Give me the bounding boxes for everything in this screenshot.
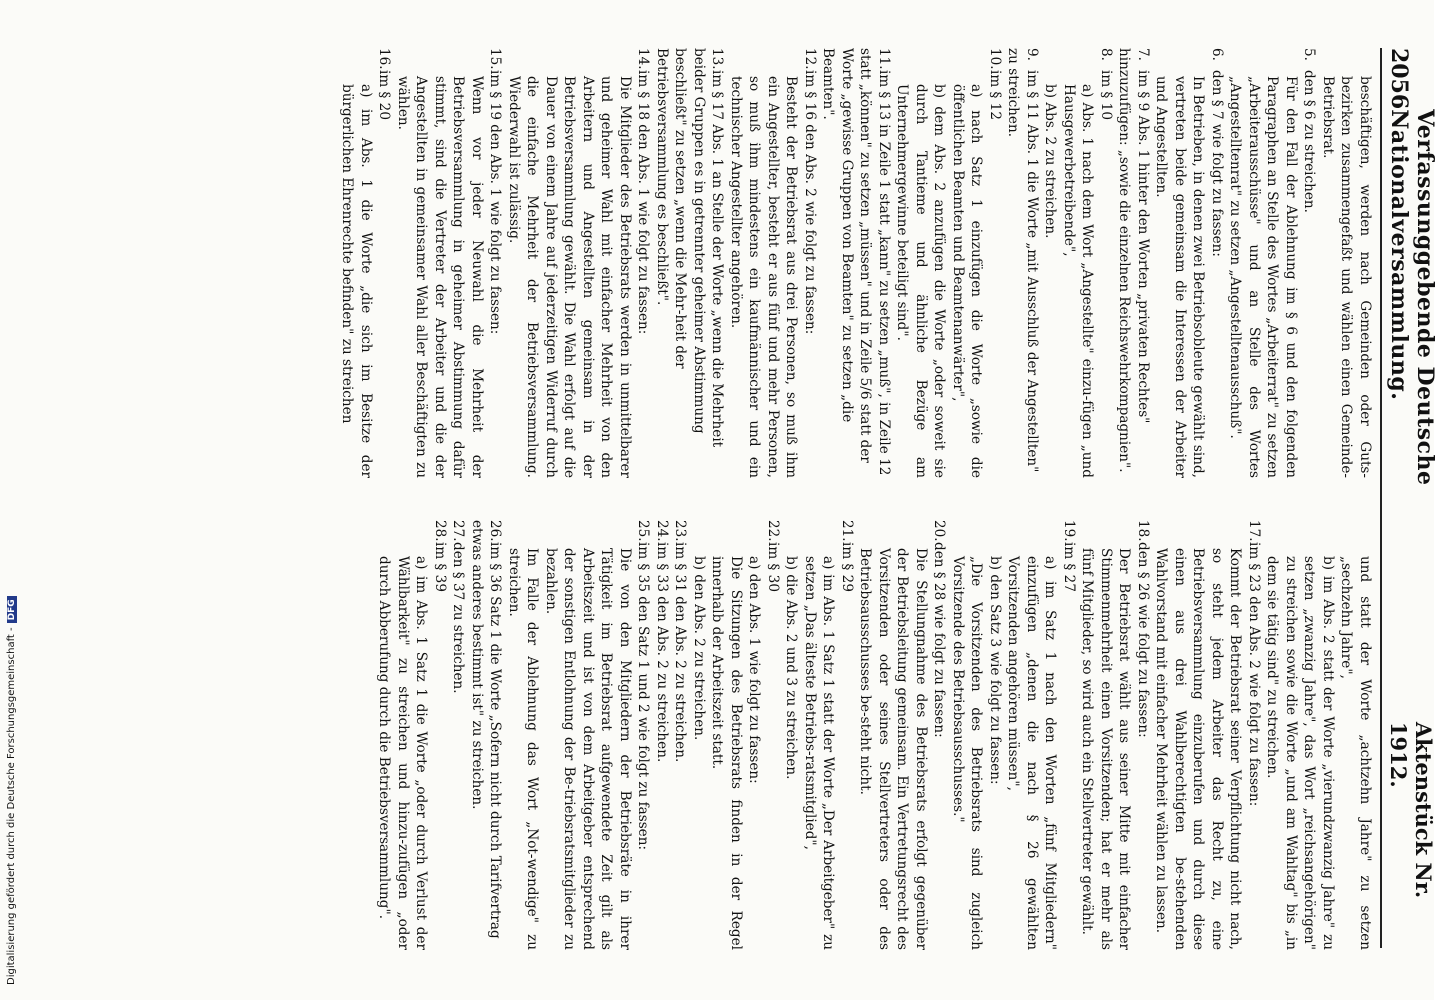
left-column xyxy=(338,48,1374,478)
paragraph: Der Betriebsrat wählt aus seiner Mitte mit einfacher Stimmenmehrheit einen Vorsitzenden; hat er mehr als fünf Mitglieder, so wird auch ein Stellvertreter gewählt. xyxy=(1079,548,1133,950)
sub-item: b) dem Abs. 2 anzufügen die Worte „oder soweit sie durch Tantieme und ähnliche Bezüge am Unternehmergewinne beteiligt sind". xyxy=(894,84,948,478)
paragraph: beschäftigen, werden nach Gemeinden oder Guts-bezirken zusammengefaßt und wählen einen Gemeinde-Betriebsrat. xyxy=(1320,76,1373,478)
list-item: 23.im § 31 den Abs. 2 zu streichen. xyxy=(672,520,689,763)
list-item: 6.den § 7 wie folgt zu fassen: xyxy=(1209,48,1225,258)
page-header xyxy=(1380,48,1438,948)
list-item: 28.im § 39 xyxy=(432,520,448,592)
list-item: 24.im § 33 den Abs. 2 zu streichen. xyxy=(654,520,670,763)
paragraph: „Die Vorsitzenden des Betriebsrats sind zugleich Vorsitzende des Betriebsausschusses." xyxy=(950,556,985,950)
paragraph: Kommt der Betriebsrat seiner Verpflichtung nicht nach, so steht jedem Arbeiter das Recht zu, eine Betriebsversammlung einzuberufen und durch diese einen aus drei Wahlberechtigten be-stehenden Wahlvorstand mit einfacher Mehrheit wählen zu lassen. xyxy=(1153,548,1244,950)
list-item: 17.im § 23 den Abs. 2 wie folgt zu fassen: xyxy=(1246,520,1262,807)
list-item: 27.den § 37 zu streichen. xyxy=(450,520,467,694)
footer-text: Digitalisierung gefördert durch die Deutsche Forschungsgemeinschaft - xyxy=(6,627,17,985)
footer-credit xyxy=(6,576,20,996)
paragraph: In Betrieben, in denen zwei Betriebsobleute gewählt sind, vertreten beide gemeinsam die Interessen der Arbeiter und Angestellten. xyxy=(1153,76,1207,478)
list-item: 21.im § 29 xyxy=(839,520,855,592)
list-item: 13.im § 17 Abs. 1 an Stelle der Worte „wenn die Mehrheit beider Gruppen es in getrennter geheimer Abstimmung beschließt" zu setzen „wenn die Mehr-heit der Betriebsversammlung es beschließt". xyxy=(654,48,726,448)
sub-item: a) im Satz 1 nach den Worten „fünf Mitgliedern" einzufügen „denen die nach § 26 gewählten Vorsitzenden angehören müssen", xyxy=(1005,556,1059,950)
paragraph: Die Sitzungen des Betriebsrats finden in der Regel innerhalb der Arbeitszeit statt. xyxy=(709,556,744,950)
list-item: 7.im § 9 Abs. 1 hinter den Worten „privaten Rechtes" hinzuzufügen: „sowie die einzelnen Reichswehrkompagnien". xyxy=(1116,48,1151,473)
paragraph: Die Stellungnahme des Betriebsrats erfolgt gegenüber der Betriebsleitung gemeinsam. Ein Vertretungsrecht des Vorsitzenden oder seines Stellvertreters oder des Betriebsausschusses be-steht nicht. xyxy=(857,548,929,950)
paragraph: Die Mitglieder des Betriebsrats werden in unmittelbarer und geheimer Wahl mit einfacher Mehrheit von den Arbeitern und Angestellten gemeinsam in der Betriebsversammlung gewählt. Die Wahl erfolgt auf die Dauer von einem Jahre auf jederzeitigen Widerruf durch die einfache Mehrheit der Betriebsversammlung. Wiederwahl ist zulässig. xyxy=(506,76,633,478)
list-item: 18.den § 26 wie folgt zu fassen: xyxy=(1135,520,1151,738)
sub-item: a) nach Satz 1 einzufügen die Worte „sowie die öffentlichen Beamten und Beamtenanwärter", xyxy=(950,84,985,478)
paragraph: und statt der Worte „achtzehn Jahre" zu setzen „sechzehn Jahre", xyxy=(1338,556,1373,950)
sub-item: a) im Abs. 1 die Worte „die sich im Besitze der bürgerlichen Ehrenrechte befinden" zu streichen xyxy=(339,84,374,478)
list-item: 22.im § 30 xyxy=(765,520,781,592)
sub-item: b) den Abs. 2 zu streichen. xyxy=(691,556,707,741)
paragraph: Wenn vor jeder Neuwahl die Mehrheit der Betriebsversammlung in geheimer Abstimmung dafür stimmt, sind die Vertreter der Arbeiter und die der Angestellten in gemeinsamer Wahl aller Beschäftigten zu wählen. xyxy=(395,76,485,478)
list-item: 14.im § 18 den Abs. 1 wie folgt zu fassen: xyxy=(635,48,652,335)
list-item: 8.im § 10 xyxy=(1098,48,1114,120)
paragraph: Besteht der Betriebsrat aus drei Personen, so muß ihm ein Angestellter, besteht er aus fünf und mehr Personen, so muß ihm mindestens ein kaufmännischer und ein technischer Angestellter angehören. xyxy=(728,76,800,478)
sub-item: b) Abs. 2 zu streichen. xyxy=(1042,84,1059,239)
right-column xyxy=(375,520,1374,950)
paragraph: Die von den Mitgliedern der Betriebsräte in ihrer Tätigkeit im Betriebsrat aufgewendete Zeit gilt als Arbeitszeit und ist von dem Arbeitgeber entsprechend der sonstigen Entlohnung der Be-triebsratsmitglieder zu bezahlen. xyxy=(543,548,633,950)
list-item: 20.den § 28 wie folgt zu fassen: xyxy=(931,520,948,738)
list-item: 11.im § 13 in Zeile 1 statt „kann" zu setzen „muß", in Zeile 12 statt „können" zu setzen „müssen" und in Zeile 5/6 statt der Worte „gewisse Gruppen von Beamten" zu setzen „die Beamten". xyxy=(820,48,892,476)
list-item: 26.im § 36 Satz 1 die Worte „Sofern nicht durch Tarifvertrag etwas anderes bestimmt ist" zu streichen. xyxy=(469,520,504,939)
list-item: 12.im § 16 den Abs. 2 wie folgt zu fassen: xyxy=(802,48,818,335)
list-item: 5.den § 6 zu streichen. xyxy=(1301,48,1318,213)
sub-item: b) im Abs. 2 statt der Worte „vierundzwanzig Jahre" zu setzen „zwanzig Jahre", das Wort „reichsangehörigen" zu streichen sowie die Worte „und am Wahltag" bis „in dem sie tätig sind" zu streichen. xyxy=(1264,556,1336,950)
list-item: 10.im § 12 xyxy=(987,48,1003,120)
dfg-logo: DFG xyxy=(7,596,17,623)
list-item: 19.im § 27 xyxy=(1061,520,1077,592)
list-item: 9.im § 11 Abs. 1 die Worte „mit Ausschluß der Angestellten" zu streichen. xyxy=(1005,48,1040,473)
paragraph: Im Falle der Ablehnung das Wort „Not-wendige" zu streichen. xyxy=(506,548,541,950)
sub-item: a) den Abs. 1 wie folgt zu fassen: xyxy=(746,556,763,784)
list-item: 25.im § 35 den Satz 1 und 2 wie folgt zu fassen: xyxy=(635,520,652,851)
list-item: 15.im § 19 den Abs. 1 wie folgt zu fassen: xyxy=(487,48,504,335)
document-title: Verfassunggebende Deutsche Nationalversammlung. xyxy=(1386,109,1438,486)
sub-item: a) Abs. 1 nach dem Wort „Angestellte" einzu-fügen „und Hausgewerbetreibende", xyxy=(1061,84,1096,478)
sub-item: b) den Satz 3 wie folgt zu fassen: xyxy=(987,556,1003,785)
sub-item: b) die Abs. 2 und 3 zu streichen. xyxy=(783,556,800,780)
paragraph: Für den Fall der Ablehnung im § 6 und den folgenden Paragraphen an Stelle des Wortes „Arbeiterrat" zu setzen „Arbeiterausschüsse" und an Stelle des Wortes „Angestelltenrat" zu setzen „Angestelltenausschuß". xyxy=(1227,76,1299,478)
sub-item: a) im Abs. 1 Satz 1 statt der Worte „Der Arbeitgeber" zu setzen „Das älteste Betriebs-ratsmitglied", xyxy=(802,556,837,950)
page-number: 2056 xyxy=(1386,48,1412,110)
list-item: 16.im § 20 xyxy=(376,48,393,120)
document-reference: Aktenstück Nr. 1912. xyxy=(1386,721,1436,899)
sub-item: a) im Abs. 1 Satz 1 die Worte „oder durch Verlust der Wählbarkeit" zu streichen und hinzu-zufügen „oder durch Abberufung durch die Betriebsversammlung". xyxy=(376,556,430,950)
